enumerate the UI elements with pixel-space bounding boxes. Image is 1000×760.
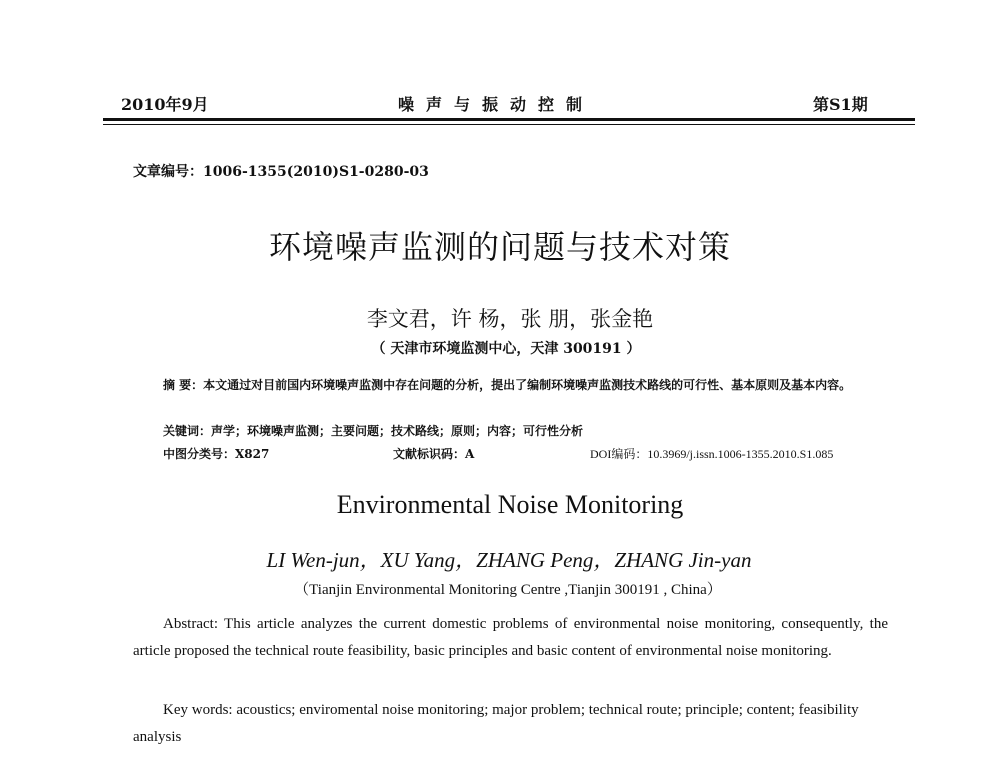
keywords-label: Key words: (163, 702, 233, 718)
header-rule-thin (103, 124, 915, 125)
abstract-text: This article analyzes the current domestic problems of environmental noise monitoring, consequently, the article proposed the technical route feasibility, basic principles and basic content of environmental noise monitoring. (133, 616, 888, 659)
affiliation-chinese: （ 天津市环境监测中心，天津 300191 ） (371, 341, 641, 357)
keywords-chinese: 关键词：声学；环境噪声监测；主要问题；技术路线；原则；内容；可行性分析 (163, 424, 584, 438)
title-english: Environmental Noise Monitoring (336, 490, 684, 519)
clc-number: 中图分类号：X827 (163, 447, 270, 461)
header-issue: 第S1期 (813, 95, 868, 114)
doi: DOI编码：10.3969/j.issn.1006-1355.2010.S1.085 (590, 447, 834, 461)
abstract-english (133, 611, 888, 665)
document-code: 文献标识码：A (393, 447, 475, 461)
keywords-english (133, 697, 888, 751)
header-journal-name: 噪声与振动控制 (398, 95, 595, 114)
header-date: 2010年9月 (121, 95, 209, 114)
keywords-text: acoustics; enviromental noise monitoring; major problem; technical route; principle; content; feasibility analysis (133, 702, 859, 745)
abstract-label: Abstract: (163, 616, 218, 632)
authors-chinese: 李文君，许 杨，张 朋，张金艳 (366, 307, 654, 331)
header-rule-thick (103, 118, 915, 121)
authors-english: LI Wen-jun，XU Yang，ZHANG Peng，ZHANG Jin-yan (266, 548, 752, 572)
title-chinese: 环境噪声监测的问题与技术对策 (268, 228, 731, 266)
abstract-chinese: 摘 要：本文通过对目前国内环境噪声监测中存在问题的分析，提出了编制环境噪声监测技术路线的可行性、基本原则及基本内容。 (163, 378, 852, 392)
article-number: 文章编号：1006-1355(2010)S1-0280-03 (133, 164, 429, 180)
affiliation-english: （Tianjin Environmental Monitoring Centre ,Tianjin 300191 , China） (294, 582, 722, 598)
